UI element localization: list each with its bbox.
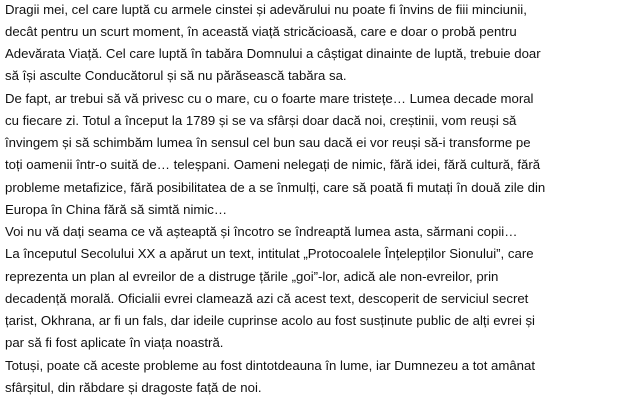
text-line: reprezenta un plan al evreilor de a distruge țările „goi”-lor, adică ale non-evreilor, prin [5, 269, 499, 284]
text-line: Voi nu vă dați seama ce vă așteaptă și încotro se îndreaptă lumea asta, sărmani copii… [5, 224, 518, 239]
text-line: învingem și să schimbăm lumea în sensul cel bun sau dacă ei vor reuși să-i transforme pe [5, 135, 531, 150]
text-line: Dragii mei, cel care luptă cu armele cinstei și adevărului nu poate fi învins de fiii minciunii, [5, 2, 527, 17]
text-line: par să fi fost aplicate în viața noastră. [5, 335, 224, 350]
text-line: toți oamenii într-o suită de… teleșpani. Oameni nelegați de nimic, fără idei, fără cultură, fără [5, 157, 541, 172]
text-line: cu fiecare zi. Totul a început la 1789 și se va sfârși doar dacă noi, creștinii, vom reuși să [5, 113, 517, 128]
text-line: țarist, Okhrana, ar fi un fals, dar ideile cuprinse acolo au fost susținute public de alți evrei și [5, 313, 535, 328]
text-line: decât pentru un scurt moment, în această viață stricăcioasă, care e doar o probă pentru [5, 24, 517, 39]
text-line: sfârșitul, din răbdare și dragoste față de noi. [5, 380, 262, 395]
text-line: probleme metafizice, fără posibilitatea de a se înmulți, care să poată fi mutați în două zile din [5, 180, 546, 195]
text-line: Adevărata Viață. Cel care luptă în tabăra Domnului a câștigat dinainte de luptă, trebuie doar [5, 46, 541, 61]
text-line: La începutul Secolului XX a apărut un text, intitulat „Protocoalele Înțelepților Sionului”, care [5, 246, 534, 261]
text-line: Europa în China fără să simtă nimic… [5, 202, 228, 217]
text-line: decadență morală. Oficialii evrei clamează azi că acest text, descoperit de serviciul secret [5, 291, 529, 306]
text-line: Totuși, poate că aceste probleme au fost dintotdeauna în lume, iar Dumnezeu a tot amânat [5, 358, 536, 373]
text-line: să își asculte Conducătorul și să nu părăsească tabăra sa. [5, 68, 347, 83]
text-line: De fapt, ar trebui să vă privesc cu o mare, cu o foarte mare tristețe… Lumea decade moral [5, 91, 534, 106]
